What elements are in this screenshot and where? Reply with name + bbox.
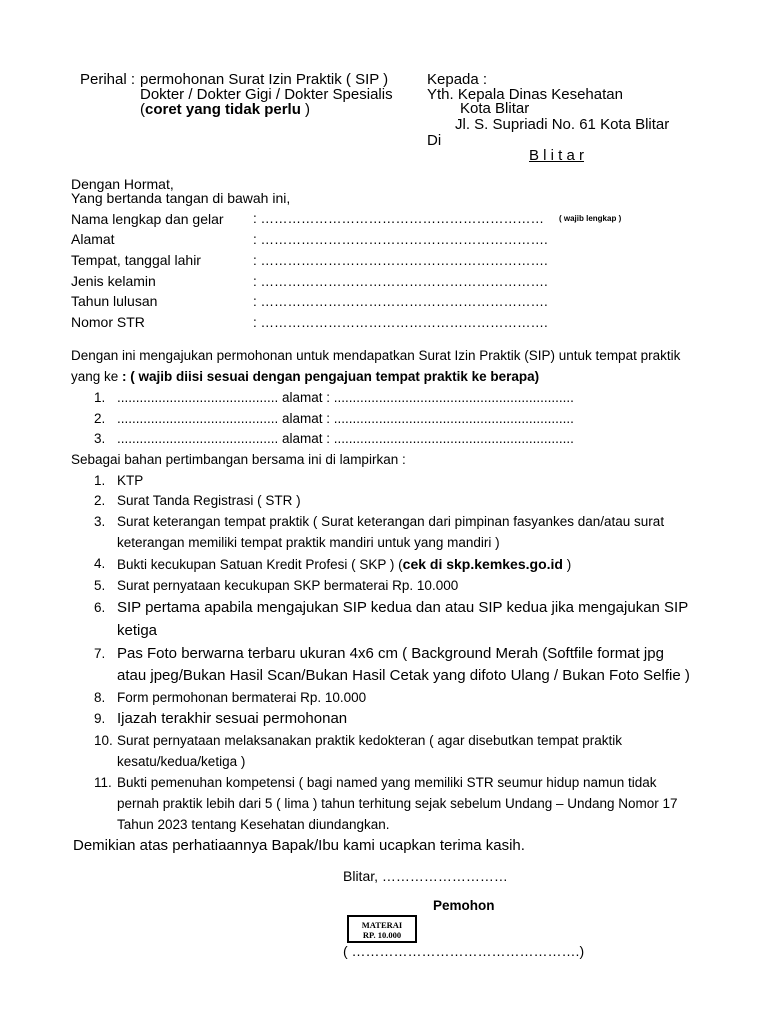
attachment-item: Surat pernyataan kecukupan SKP bermaterai Rp. 10.000 bbox=[117, 578, 459, 593]
attachment-num: 2. bbox=[94, 493, 106, 508]
field-label-lulusan: Tahun lulusan bbox=[71, 293, 158, 309]
place-entry-1[interactable]: ........................................... alamat : ................................................................ bbox=[117, 390, 574, 405]
skp-close: ) bbox=[562, 557, 572, 572]
field-value-str[interactable]: : ………………………………………………………. bbox=[253, 315, 548, 330]
place-num-2: 2. bbox=[94, 411, 106, 426]
attachment-item-cont: Tahun 2023 tentang Kesehatan diundangkan. bbox=[117, 817, 390, 832]
field-value-alamat[interactable]: : ………………………………………………………. bbox=[253, 232, 548, 247]
attachment-item-cont: ketiga bbox=[117, 622, 158, 639]
perihal-line-3 bbox=[140, 102, 310, 117]
field-value-lulusan[interactable]: : ………………………………………………………. bbox=[253, 294, 548, 309]
recipient-title: Yth. Kepala Dinas Kesehatan bbox=[427, 86, 623, 103]
request-line-1: Dengan ini mengajukan permohonan untuk mendapatkan Surat Izin Praktik (SIP) untuk tempat praktik bbox=[71, 348, 681, 363]
field-label-alamat: Alamat bbox=[71, 231, 115, 247]
place-num-1: 1. bbox=[94, 390, 106, 405]
request-prefix: yang ke bbox=[71, 369, 123, 384]
request-line-2 bbox=[71, 370, 539, 384]
stamp-line-1: MATERAI bbox=[361, 920, 403, 930]
attachment-item: Ijazah terakhir sesuai permohonan bbox=[117, 710, 348, 727]
attachment-num: 1. bbox=[94, 473, 106, 488]
attachment-item: Pas Foto berwarna terbaru ukuran 4x6 cm ( Background Merah (Softfile format jpg bbox=[117, 645, 664, 662]
attachment-item: Surat pernyataan melaksanakan praktik kedokteran ( agar disebutkan tempat praktik bbox=[117, 733, 623, 748]
attachment-num: 4. bbox=[94, 556, 106, 571]
perihal-line-1: permohonan Surat Izin Praktik ( SIP ) bbox=[140, 71, 389, 88]
signature-name-field[interactable]: ( ………………………………………….) bbox=[343, 943, 585, 959]
attachment-item-cont: kesatu/kedua/ketiga ) bbox=[117, 754, 246, 769]
stamp-line-2: RP. 10.000 bbox=[362, 930, 402, 940]
place-date[interactable]: Blitar, ……………………… bbox=[343, 868, 508, 884]
perihal-close: ) bbox=[300, 101, 311, 118]
signature-title: Pemohon bbox=[433, 898, 495, 913]
perihal-open: ( bbox=[140, 101, 145, 118]
greeting: Dengan Hormat, bbox=[71, 176, 174, 192]
perihal-label: Perihal : bbox=[80, 71, 136, 88]
attachments-intro: Sebagai bahan pertimbangan bersama ini di lampirkan : bbox=[71, 452, 406, 467]
skp-link: cek di skp.kemkes.go.id bbox=[402, 556, 563, 572]
request-instruction: : ( wajib diisi sesuai dengan pengajuan tempat praktik ke berapa) bbox=[122, 369, 540, 384]
attachment-num: 8. bbox=[94, 690, 106, 705]
place-entry-2[interactable]: ........................................... alamat : ................................................................ bbox=[117, 411, 574, 426]
field-label-nama: Nama lengkap dan gelar bbox=[71, 211, 224, 227]
recipient-city: Kota Blitar bbox=[460, 100, 530, 117]
place-num-3: 3. bbox=[94, 431, 106, 446]
attachment-item: Form permohonan bermaterai Rp. 10.000 bbox=[117, 690, 367, 705]
attachment-item-cont: keterangan memiliki tempat praktik mandiri untuk yang mandiri ) bbox=[117, 535, 500, 550]
materai-stamp-box bbox=[347, 915, 417, 943]
attachment-num: 6. bbox=[94, 600, 106, 615]
attachment-num: 5. bbox=[94, 578, 106, 593]
attachment-item: Surat keterangan tempat praktik ( Surat keterangan dari pimpinan fasyankes dan/atau surat bbox=[117, 514, 665, 529]
attachment-num: 9. bbox=[94, 711, 106, 726]
attachment-num: 11. bbox=[94, 775, 112, 790]
di-label: Di bbox=[427, 132, 442, 149]
attachment-num: 10. bbox=[94, 733, 113, 748]
skp-text: Bukti kecukupan Satuan Kredit Profesi ( SKP ) ( bbox=[117, 557, 403, 572]
attachment-item: Surat Tanda Registrasi ( STR ) bbox=[117, 493, 301, 508]
intro-line: Yang bertanda tangan di bawah ini, bbox=[71, 190, 291, 206]
attachment-item bbox=[117, 557, 571, 572]
perihal-note: coret yang tidak perlu bbox=[145, 101, 301, 118]
recipient-address: Jl. S. Supriadi No. 61 Kota Blitar bbox=[455, 116, 670, 133]
field-label-str: Nomor STR bbox=[71, 314, 145, 330]
attachment-num: 3. bbox=[94, 514, 106, 529]
attachment-item-cont: atau jpeg/Bukan Hasil Scan/Bukan Hasil Cetak yang difoto Ulang / Bukan Foto Selfie ) bbox=[117, 667, 690, 684]
place-entry-3[interactable]: ........................................... alamat : ................................................................ bbox=[117, 431, 574, 446]
field-value-ttl[interactable]: : ………………………………………………………. bbox=[253, 253, 548, 268]
closing-line: Demikian atas perhatiaannya Bapak/Ibu kami ucapkan terima kasih. bbox=[73, 837, 525, 854]
field-note-nama: ( wajib lengkap ) bbox=[559, 214, 622, 223]
attachment-item: SIP pertama apabila mengajukan SIP kedua dan atau SIP kedua jika mengajukan SIP bbox=[117, 599, 689, 616]
destination-city: B l i t a r bbox=[529, 147, 585, 164]
field-value-nama[interactable]: : ……………………………………………………… bbox=[253, 211, 545, 226]
attachment-item: KTP bbox=[117, 473, 144, 488]
perihal-line-2: Dokter / Dokter Gigi / Dokter Spesialis bbox=[140, 86, 393, 103]
field-label-kelamin: Jenis kelamin bbox=[71, 273, 156, 289]
field-value-kelamin[interactable]: : ………………………………………………………. bbox=[253, 274, 548, 289]
attachment-item-cont: pernah praktik lebih dari 5 ( lima ) tahun terhitung sejak sebelum Undang – Undang Nomor 17 bbox=[117, 796, 678, 811]
field-label-ttl: Tempat, tanggal lahir bbox=[71, 252, 201, 268]
kepada-label: Kepada : bbox=[427, 71, 488, 88]
attachment-item: Bukti pemenuhan kompetensi ( bagi named yang memiliki STR seumur hidup namun tidak bbox=[117, 775, 657, 790]
attachment-num: 7. bbox=[94, 646, 106, 661]
